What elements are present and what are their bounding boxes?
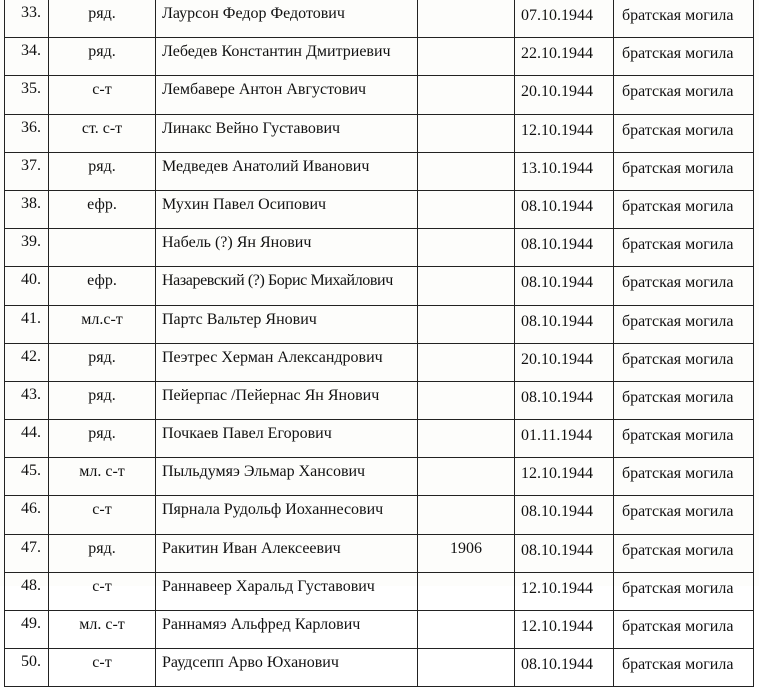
death-date-cell: 12.10.1944 bbox=[515, 572, 614, 610]
table-row bbox=[5, 649, 754, 687]
name-cell: Лебедев Константин Дмитриевич bbox=[156, 38, 418, 76]
burial-place-cell: братская могила bbox=[614, 267, 754, 305]
death-date-cell: 12.10.1944 bbox=[515, 611, 614, 649]
death-date-cell: 08.10.1944 bbox=[515, 190, 614, 228]
rank-cell: мл.с-т bbox=[49, 305, 156, 343]
death-date-cell: 08.10.1944 bbox=[515, 305, 614, 343]
death-date-cell: 12.10.1944 bbox=[515, 458, 614, 496]
burial-place-cell: братская могила bbox=[614, 152, 754, 190]
birth-year-cell bbox=[418, 38, 515, 76]
birth-year-cell bbox=[418, 496, 515, 534]
burial-place-cell: братская могила bbox=[614, 649, 754, 687]
death-date-cell: 20.10.1944 bbox=[515, 76, 614, 114]
name-cell: Раудсепп Арво Юханович bbox=[156, 649, 418, 687]
table-row bbox=[5, 0, 754, 38]
birth-year-cell bbox=[418, 458, 515, 496]
name-cell: Пярнала Рудольф Иоханнесович bbox=[156, 496, 418, 534]
death-date-cell: 08.10.1944 bbox=[515, 496, 614, 534]
death-date-cell: 08.10.1944 bbox=[515, 229, 614, 267]
table-row bbox=[5, 190, 754, 228]
burial-place-cell: братская могила bbox=[614, 534, 754, 572]
table-row bbox=[5, 76, 754, 114]
rank-cell: ряд. bbox=[49, 38, 156, 76]
row-number: 36. bbox=[5, 114, 49, 152]
birth-year-cell bbox=[418, 381, 515, 419]
table-row bbox=[5, 305, 754, 343]
table-row bbox=[5, 572, 754, 610]
row-number: 34. bbox=[5, 38, 49, 76]
birth-year-cell bbox=[418, 343, 515, 381]
row-number: 35. bbox=[5, 76, 49, 114]
name-cell: Раннамяэ Альфред Карлович bbox=[156, 611, 418, 649]
death-date-cell: 20.10.1944 bbox=[515, 343, 614, 381]
row-number: 46. bbox=[5, 496, 49, 534]
death-date-cell: 08.10.1944 bbox=[515, 267, 614, 305]
birth-year-cell bbox=[418, 611, 515, 649]
name-cell: Раннавеер Харальд Густавович bbox=[156, 572, 418, 610]
burial-roster-table bbox=[4, 0, 754, 687]
table-row bbox=[5, 38, 754, 76]
table-row bbox=[5, 114, 754, 152]
name-cell: Ракитин Иван Алексеевич bbox=[156, 534, 418, 572]
table-row bbox=[5, 458, 754, 496]
row-number: 43. bbox=[5, 381, 49, 419]
death-date-cell: 13.10.1944 bbox=[515, 152, 614, 190]
rank-cell: с-т bbox=[49, 649, 156, 687]
name-cell: Пыльдумяэ Эльмар Хансович bbox=[156, 458, 418, 496]
name-cell: Набель (?) Ян Янович bbox=[156, 229, 418, 267]
table-row bbox=[5, 534, 754, 572]
rank-cell: ефр. bbox=[49, 267, 156, 305]
birth-year-cell bbox=[418, 76, 515, 114]
burial-place-cell: братская могила bbox=[614, 496, 754, 534]
burial-place-cell: братская могила bbox=[614, 611, 754, 649]
birth-year-cell bbox=[418, 229, 515, 267]
row-number: 38. bbox=[5, 190, 49, 228]
table-row bbox=[5, 611, 754, 649]
table-row bbox=[5, 229, 754, 267]
burial-place-cell: братская могила bbox=[614, 572, 754, 610]
row-number: 42. bbox=[5, 343, 49, 381]
burial-place-cell: братская могила bbox=[614, 38, 754, 76]
rank-cell: мл. с-т bbox=[49, 611, 156, 649]
row-number: 37. bbox=[5, 152, 49, 190]
rank-cell: ряд. bbox=[49, 381, 156, 419]
birth-year-cell bbox=[418, 152, 515, 190]
row-number: 40. bbox=[5, 267, 49, 305]
burial-place-cell: братская могила bbox=[614, 420, 754, 458]
birth-year-cell bbox=[418, 190, 515, 228]
row-number: 50. bbox=[5, 649, 49, 687]
rank-cell bbox=[49, 229, 156, 267]
table-row bbox=[5, 343, 754, 381]
rank-cell: ряд. bbox=[49, 534, 156, 572]
row-number: 48. bbox=[5, 572, 49, 610]
death-date-cell: 01.11.1944 bbox=[515, 420, 614, 458]
birth-year-cell bbox=[418, 649, 515, 687]
rank-cell: ефр. bbox=[49, 190, 156, 228]
birth-year-cell bbox=[418, 420, 515, 458]
name-cell: Пеэтрес Херман Александрович bbox=[156, 343, 418, 381]
name-cell: Назаревский (?) Борис Михайлович bbox=[156, 267, 418, 305]
death-date-cell: 07.10.1944 bbox=[515, 0, 614, 38]
death-date-cell: 12.10.1944 bbox=[515, 114, 614, 152]
name-cell: Лаурсон Федор Федотович bbox=[156, 0, 418, 38]
rank-cell: ст. с-т bbox=[49, 114, 156, 152]
birth-year-cell bbox=[418, 305, 515, 343]
row-number: 33. bbox=[5, 0, 49, 38]
name-cell: Партс Вальтер Янович bbox=[156, 305, 418, 343]
burial-place-cell: братская могила bbox=[614, 229, 754, 267]
rank-cell: с-т bbox=[49, 76, 156, 114]
rank-cell: ряд. bbox=[49, 0, 156, 38]
table-row bbox=[5, 496, 754, 534]
burial-place-cell: братская могила bbox=[614, 0, 754, 38]
burial-place-cell: братская могила bbox=[614, 76, 754, 114]
burial-place-cell: братская могила bbox=[614, 343, 754, 381]
row-number: 49. bbox=[5, 611, 49, 649]
birth-year-cell bbox=[418, 572, 515, 610]
death-date-cell: 08.10.1944 bbox=[515, 381, 614, 419]
burial-place-cell: братская могила bbox=[614, 305, 754, 343]
name-cell: Пейерпас /Пейернас Ян Янович bbox=[156, 381, 418, 419]
rank-cell: ряд. bbox=[49, 152, 156, 190]
name-cell: Лембавере Антон Августович bbox=[156, 76, 418, 114]
death-date-cell: 08.10.1944 bbox=[515, 649, 614, 687]
birth-year-cell bbox=[418, 267, 515, 305]
rank-cell: с-т bbox=[49, 572, 156, 610]
burial-place-cell: братская могила bbox=[614, 381, 754, 419]
table-row bbox=[5, 267, 754, 305]
birth-year-cell bbox=[418, 114, 515, 152]
rank-cell: ряд. bbox=[49, 343, 156, 381]
rank-cell: с-т bbox=[49, 496, 156, 534]
row-number: 41. bbox=[5, 305, 49, 343]
burial-place-cell: братская могила bbox=[614, 458, 754, 496]
row-number: 44. bbox=[5, 420, 49, 458]
table-row bbox=[5, 381, 754, 419]
name-cell: Линакс Вейно Густавович bbox=[156, 114, 418, 152]
birth-year-cell: 1906 bbox=[418, 534, 515, 572]
death-date-cell: 08.10.1944 bbox=[515, 534, 614, 572]
name-cell: Почкаев Павел Егорович bbox=[156, 420, 418, 458]
name-cell: Мухин Павел Осипович bbox=[156, 190, 418, 228]
roster-body bbox=[5, 0, 754, 687]
rank-cell: ряд. bbox=[49, 420, 156, 458]
table-row bbox=[5, 420, 754, 458]
burial-place-cell: братская могила bbox=[614, 114, 754, 152]
row-number: 39. bbox=[5, 229, 49, 267]
table-row bbox=[5, 152, 754, 190]
rank-cell: мл. с-т bbox=[49, 458, 156, 496]
name-cell: Медведев Анатолий Иванович bbox=[156, 152, 418, 190]
birth-year-cell bbox=[418, 0, 515, 38]
death-date-cell: 22.10.1944 bbox=[515, 38, 614, 76]
burial-place-cell: братская могила bbox=[614, 190, 754, 228]
row-number: 45. bbox=[5, 458, 49, 496]
row-number: 47. bbox=[5, 534, 49, 572]
